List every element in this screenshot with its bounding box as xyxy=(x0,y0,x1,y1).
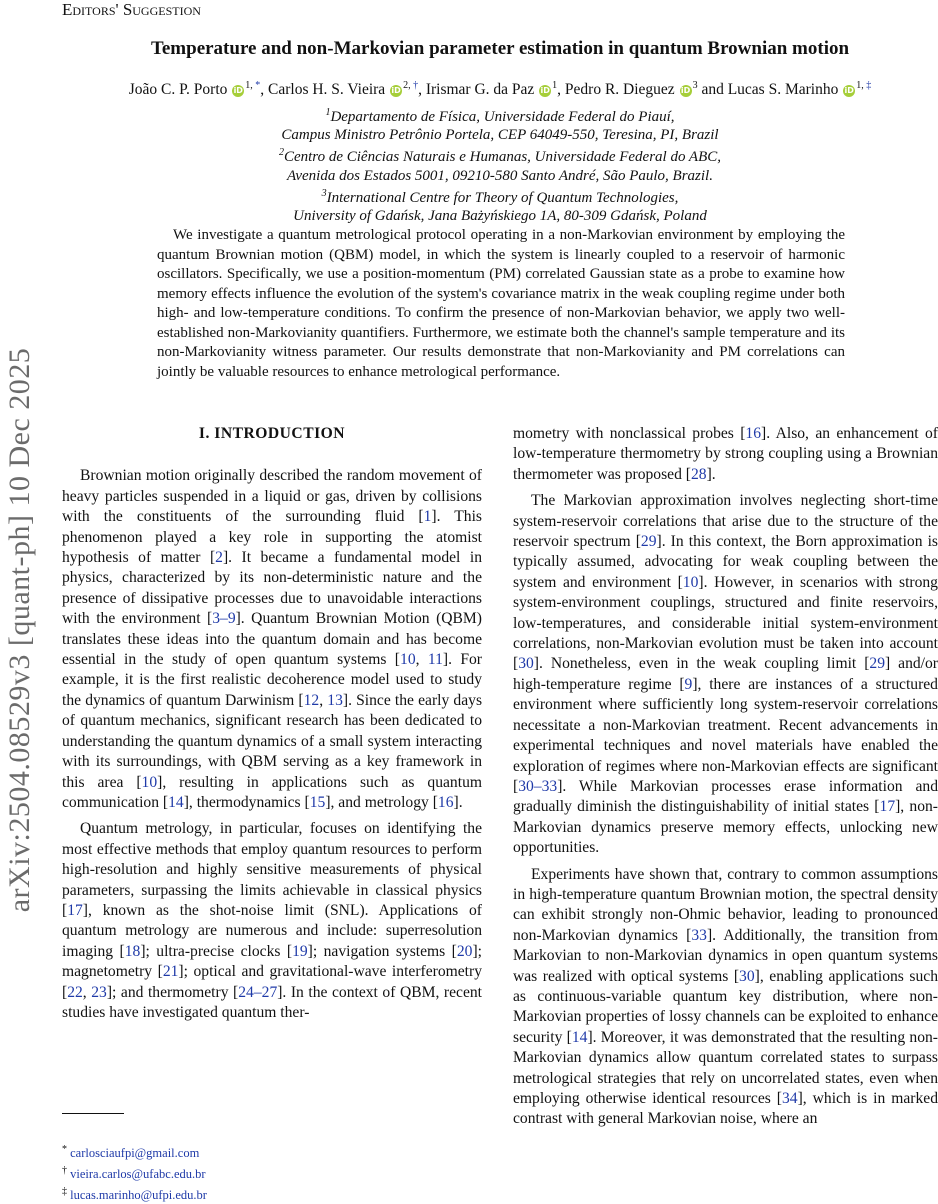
citation-link[interactable]: 28 xyxy=(690,465,707,483)
citation-link[interactable]: 19 xyxy=(292,942,308,960)
author-list: João C. P. Porto iD $^{1, *}$, Carlos H. S. Vieira iD $^{2, \dagger}$, Irismar G. da Paz iD $^1$, Pedro R. Dieguez iD $^3$ and Lucas S. Marinho iD $^{1, \ddagger}$ xyxy=(128,80,872,99)
affiliations xyxy=(62,104,938,225)
citation-link[interactable]: 22 xyxy=(67,983,83,1001)
citation-link[interactable]: 13 xyxy=(327,691,343,709)
citation-link[interactable]: 30 xyxy=(739,967,755,985)
author-affiliation-mark: 2, † xyxy=(403,80,419,91)
footnote xyxy=(62,1162,207,1183)
citation-link[interactable]: 33 xyxy=(691,926,707,944)
citation-link[interactable]: 18 xyxy=(124,942,141,960)
citation-link[interactable]: 14 xyxy=(168,793,184,811)
email-link[interactable]: carlosciaufpi@gmail.com xyxy=(70,1146,200,1161)
footnote-mark: † xyxy=(62,1165,67,1177)
citation-link[interactable]: 10 xyxy=(400,651,416,669)
citation-link[interactable]: 16 xyxy=(745,425,762,442)
right-column xyxy=(513,424,938,1136)
footnote xyxy=(62,1183,207,1204)
arxiv-id: arXiv:2504.08529v3 [quant-ph] 10 Dec 2025 xyxy=(3,347,36,913)
email-link[interactable]: vieira.carlos@ufabc.edu.br xyxy=(70,1167,206,1182)
email-link[interactable]: lucas.marinho@ufpi.edu.br xyxy=(70,1188,207,1203)
author-name: João C. P. Porto xyxy=(128,81,228,99)
citation-link[interactable]: 17 xyxy=(879,798,896,816)
citation-link[interactable]: 10 xyxy=(682,573,699,591)
footnote-rule xyxy=(62,1113,124,1114)
footnote-link[interactable]: ‡ xyxy=(866,80,872,91)
paragraph: The Markovian approximation involves neglecting short-time system-reservoir correlations that arise due to the structure of the reservoir spectrum [29]. In this context, the Born approximation is typically assumed, advocating for weak coupling between the system and environment [10]. However, in scenarios with strong system-environment couplings, structured and finite reservoirs, low-temperatures, and considerable initial system-environment correlations, non-Markovian evolution must be taken into account [30]. Nonetheless, even in the weak coupling limit [29] and/or high-temperature regime [9], there are instances of a structured environment where sufficiently long system-reservoir correlations necessitate a non-Markovian treatment. Recent advancements in experimental techniques and novel materials have enabled the exploration of regimes where non-Markovian effects are significant [30–33]. While Markovian processes erase information and gradually diminish the distinguishability of initial states [17], non-Markovian dynamics preserve memory effects, unlocking new opportunities. xyxy=(513,492,938,857)
left-column-body xyxy=(62,466,482,1023)
affiliation-number: 1 xyxy=(325,107,331,118)
author-name: Carlos H. S. Vieira xyxy=(268,81,386,99)
affiliation-line xyxy=(62,185,938,207)
author-affiliation-mark: 1, * xyxy=(245,80,261,91)
affiliation-line: University of Gdańsk, Jana Bażyńskiego 1A, 80-309 Gdańsk, Poland xyxy=(293,208,707,225)
citation-link[interactable]: 29 xyxy=(640,533,657,551)
citation-link[interactable]: 16 xyxy=(437,793,454,811)
citation-link[interactable]: 2 xyxy=(215,549,223,567)
paragraph: mometry with nonclassical probes [16]. Also, an enhancement of low-temperature thermometry by strong coupling using a Brownian thermometer was proposed [28]. xyxy=(513,425,938,483)
citation-link[interactable]: 17 xyxy=(67,901,83,919)
author-name: Pedro R. Dieguez xyxy=(564,81,675,99)
paper-title: Temperature and non-Markovian parameter estimation in quantum Brownian motion xyxy=(150,38,850,59)
footnote-link[interactable]: † xyxy=(413,80,419,91)
author-affiliation-mark: 3 xyxy=(692,80,698,91)
affiliation-line xyxy=(62,104,938,126)
paragraph: Brownian motion originally described the random movement of heavy particles suspended in a liquid or gas, driven by collisions with the constituents of the surrounding fluid [1]. This phenomenon played a key role in supporting the atomist hypothesis of matter [2]. It became a fundamental model in physics, characterized by its non-deterministic nature and the presence of dissipative processes due to unavoidable interactions with the environment [3–9]. Quantum Brownian Motion (QBM) translates these ideas into the quantum domain and has become essential in the study of open quantum systems [10, 11]. For example, it is the first realistic decoherence model used to study the dynamics of quantum Darwinism [12, 13]. Since the early days of quantum mechanics, significant research has been dedicated to understanding the quantum dynamics of a small system interacting with its surroundings, with QBM serving as a key framework in this area [10], resulting in applications such as quantum communication [14], thermodynamics [15], and metrology [16]. xyxy=(62,467,483,811)
footnotes xyxy=(62,1141,207,1204)
citation-link[interactable]: 15 xyxy=(309,793,326,811)
citation-link[interactable]: 10 xyxy=(141,773,158,791)
citation-link[interactable]: 14 xyxy=(571,1028,588,1046)
affiliation-line: Avenida dos Estados 5001, 09210-580 Santo André, São Paulo, Brazil. xyxy=(287,167,713,184)
citation-link[interactable]: 20 xyxy=(456,942,473,960)
author-name: Lucas S. Marinho xyxy=(727,81,839,99)
paragraph: Quantum metrology, in particular, focuses on identifying the most effective methods that employ quantum resources to perform high-resolution and highly sensitive measurements of physical parameters, surpassing the limits achievable in classical physics [17], known as the shot-noise limit (SNL). Applications of quantum metrology are numerous and include: superresolution imaging [18]; ultra-precise clocks [19]; navigation systems [20]; magnetometry [21]; optical and gravitational-wave interferometry [22, 23]; and thermometry [24–27]. In the context of QBM, recent studies have investigated quantum ther- xyxy=(62,820,483,1021)
paragraph: Experiments have shown that, contrary to common assumptions in high-temperature quantum Brownian motion, the spectral density can exhibit strongly non-Ohmic behavior, leading to pronounced non-Markovian dynamics [33]. Additionally, the transition from Markovian to non-Markovian dynamics in open quantum systems was realized with optical systems [30], enabling applications such as continuous-variable quantum key distribution, where non-Markovian properties of lossy channels can be exploited to enhance security [14]. Moreover, it was demonstrated that the resulting non-Markovian dynamics allow quantum correlated states to surpass metrological strategies that rely on uncorrelated states, even when employing otherwise identical resources [34], which is in marked contrast with general Markovian noise, where an xyxy=(513,865,938,1128)
author-affiliation-mark: 1 xyxy=(552,80,558,91)
affiliation-text: Departamento de Física, Universidade Federal do Piauí, xyxy=(330,109,675,125)
citation-link[interactable]: 9 xyxy=(684,675,693,693)
citation-link[interactable]: 30–33 xyxy=(518,777,558,795)
author-name: Irismar G. da Paz xyxy=(425,81,535,99)
author-affiliation-mark: 1, ‡ xyxy=(856,80,872,91)
citation-link[interactable]: 29 xyxy=(869,655,885,673)
arxiv-sidebar xyxy=(2,300,38,960)
left-column xyxy=(62,424,482,1029)
citation-link[interactable]: 30 xyxy=(518,655,534,673)
editors-suggestion-label: Editors' Suggestion xyxy=(62,0,201,19)
citation-link[interactable]: 23 xyxy=(91,983,107,1001)
citation-link[interactable]: 12 xyxy=(303,691,320,709)
citation-link[interactable]: 3–9 xyxy=(212,610,236,628)
orcid-icon[interactable]: iD xyxy=(391,86,401,96)
affiliation-text: International Centre for Theory of Quantum Technologies, xyxy=(326,189,679,206)
citation-link[interactable]: 11 xyxy=(427,651,443,669)
affiliation-text: Centro de Ciências Naturais e Humanas, Universidade Federal do ABC, xyxy=(283,149,722,166)
footnote xyxy=(62,1141,207,1162)
affiliation-line xyxy=(62,144,938,166)
orcid-icon[interactable]: iD xyxy=(233,86,243,96)
section-heading: I. INTRODUCTION xyxy=(198,425,346,442)
footnote-mark: ‡ xyxy=(62,1186,67,1198)
orcid-icon[interactable]: iD xyxy=(540,86,550,96)
citation-link[interactable]: 1 xyxy=(423,508,432,526)
footnote-mark: * xyxy=(62,1144,67,1155)
citation-link[interactable]: 21 xyxy=(162,963,179,981)
orcid-icon[interactable]: iD xyxy=(680,86,691,96)
affiliation-number: 3 xyxy=(321,187,327,199)
citation-link[interactable]: 24–27 xyxy=(238,983,278,1001)
orcid-icon[interactable]: iD xyxy=(844,86,854,96)
citation-link[interactable]: 34 xyxy=(782,1090,798,1107)
affiliation-line: Campus Ministro Petrônio Portela, CEP 64049-550, Teresina, PI, Brazil xyxy=(281,127,719,144)
abstract: We investigate a quantum metrological protocol operating in a non-Markovian environment by employing the quantum Brownian motion (QBM) model, in which the system is linearly coupled to a reservoir of harmonic oscillators. Specifically, we use a position-momentum (PM) correlated Gaussian state as a probe to examine how memory effects influence the evolution of the system's covariance matrix in the weak coupling regime under both high- and low-temperature conditions. To confirm the presence of non-Markovian behavior, we apply two well-established non-Markovianity quantifiers. Furthermore, we estimate both the channel's sample temperature and its non-Markovianity witness parameter. Our results demonstrate that non-Markovianity and PM correlations can jointly be valuable resources to enhance metrological performance. xyxy=(157,227,845,380)
footnote-link[interactable]: * xyxy=(255,80,261,91)
affiliation-number: 2 xyxy=(278,147,284,159)
